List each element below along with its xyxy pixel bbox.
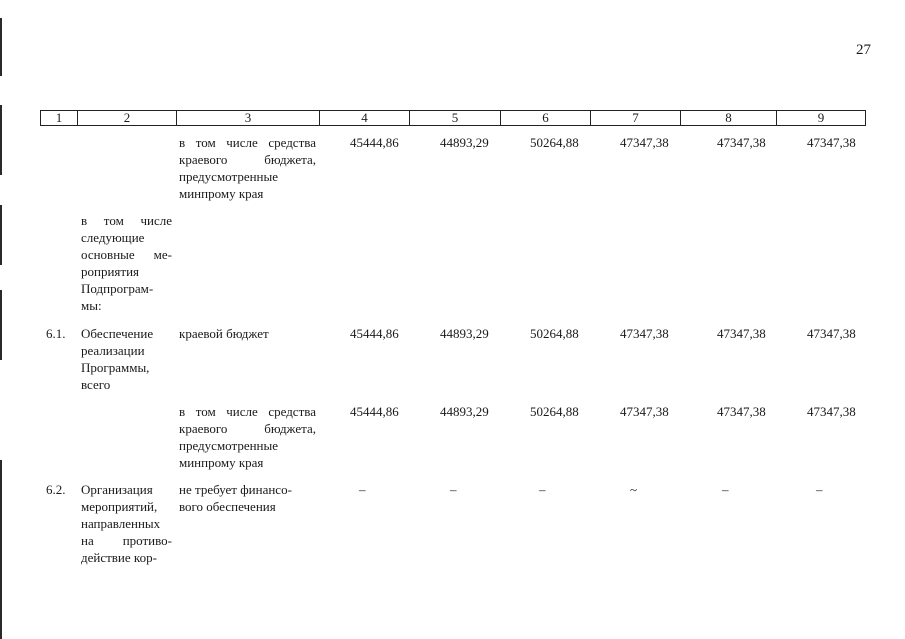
page-number: 27: [856, 42, 871, 58]
value-col5: –: [450, 482, 457, 497]
value-col9: 47347,38: [807, 135, 856, 150]
value-col6: 50264,88: [530, 135, 579, 150]
value-col7: 47347,38: [620, 404, 669, 419]
activity-name-line: действие кор-: [81, 550, 157, 565]
activity-name-line: Программы,: [81, 360, 150, 375]
value-col4: 45444,86: [350, 326, 399, 341]
value-col7: 47347,38: [620, 326, 669, 341]
activity-name-line: Обеспечение: [81, 326, 154, 341]
header-cell: 8: [681, 111, 777, 125]
activity-name-line: мероприятий,: [81, 499, 158, 514]
funding-source-line: не требует финансо-: [179, 482, 292, 497]
funding-source-line: предусмотренные: [179, 438, 279, 453]
funding-source: краевой бюджет: [179, 326, 269, 341]
funding-source-line: в том числе средства: [179, 135, 316, 150]
value-col6: 50264,88: [530, 404, 579, 419]
header-cell: 4: [320, 111, 410, 125]
activity-name-line: всего: [81, 377, 111, 392]
funding-source-line: в том числе средства: [179, 404, 316, 419]
value-col7: 47347,38: [620, 135, 669, 150]
funding-source-line: предусмотренные: [179, 169, 279, 184]
value-col8: –: [722, 482, 729, 497]
header-cell: 7: [591, 111, 681, 125]
header-cell: 1: [41, 111, 78, 125]
value-col5: 44893,29: [440, 326, 489, 341]
activity-name-line: роприятия: [81, 264, 140, 279]
value-col9: –: [816, 482, 823, 497]
funding-source-line: вого обеспечения: [179, 499, 276, 514]
activity-name-line: Организация: [81, 482, 153, 497]
activity-name-line: на противо-: [81, 533, 172, 548]
activity-name-line: основные ме-: [81, 247, 172, 262]
column-number-header: [40, 110, 866, 126]
value-col6: –: [539, 482, 546, 497]
scan-edge-line: [0, 205, 2, 265]
activity-name-line: следующие: [81, 230, 145, 245]
value-col9: 47347,38: [807, 404, 856, 419]
activity-name-line: мы:: [81, 298, 102, 313]
value-col8: 47347,38: [717, 326, 766, 341]
header-cell: 6: [501, 111, 591, 125]
funding-source-line: краевого бюджета,: [179, 421, 316, 436]
funding-source-line: краевого бюджета,: [179, 152, 316, 167]
activity-name-line: реализации: [81, 343, 145, 358]
activity-name-line: в том числе: [81, 213, 172, 228]
item-number: 6.1.: [46, 326, 66, 341]
activity-name-line: направленных: [81, 516, 161, 531]
funding-source-line: минпрому края: [179, 186, 264, 201]
scan-edge-line: [0, 460, 2, 639]
header-cell: 5: [410, 111, 501, 125]
value-col8: 47347,38: [717, 135, 766, 150]
scan-edge-line: [0, 105, 2, 175]
header-cell: 2: [78, 111, 177, 125]
value-col4: 45444,86: [350, 135, 399, 150]
funding-source-line: минпрому края: [179, 455, 264, 470]
header-cell: 9: [817, 110, 825, 125]
value-col5: 44893,29: [440, 135, 489, 150]
activity-name-line: Подпрограм-: [81, 281, 154, 296]
value-col6: 50264,88: [530, 326, 579, 341]
header-cell: 3: [177, 111, 320, 125]
value-col8: 47347,38: [717, 404, 766, 419]
value-col4: –: [359, 482, 366, 497]
scan-edge-line: [0, 18, 2, 76]
scan-edge-line: [0, 290, 2, 360]
value-col9: 47347,38: [807, 326, 856, 341]
value-col5: 44893,29: [440, 404, 489, 419]
value-col4: 45444,86: [350, 404, 399, 419]
value-col7: ~: [630, 482, 638, 497]
item-number: 6.2.: [46, 482, 66, 497]
